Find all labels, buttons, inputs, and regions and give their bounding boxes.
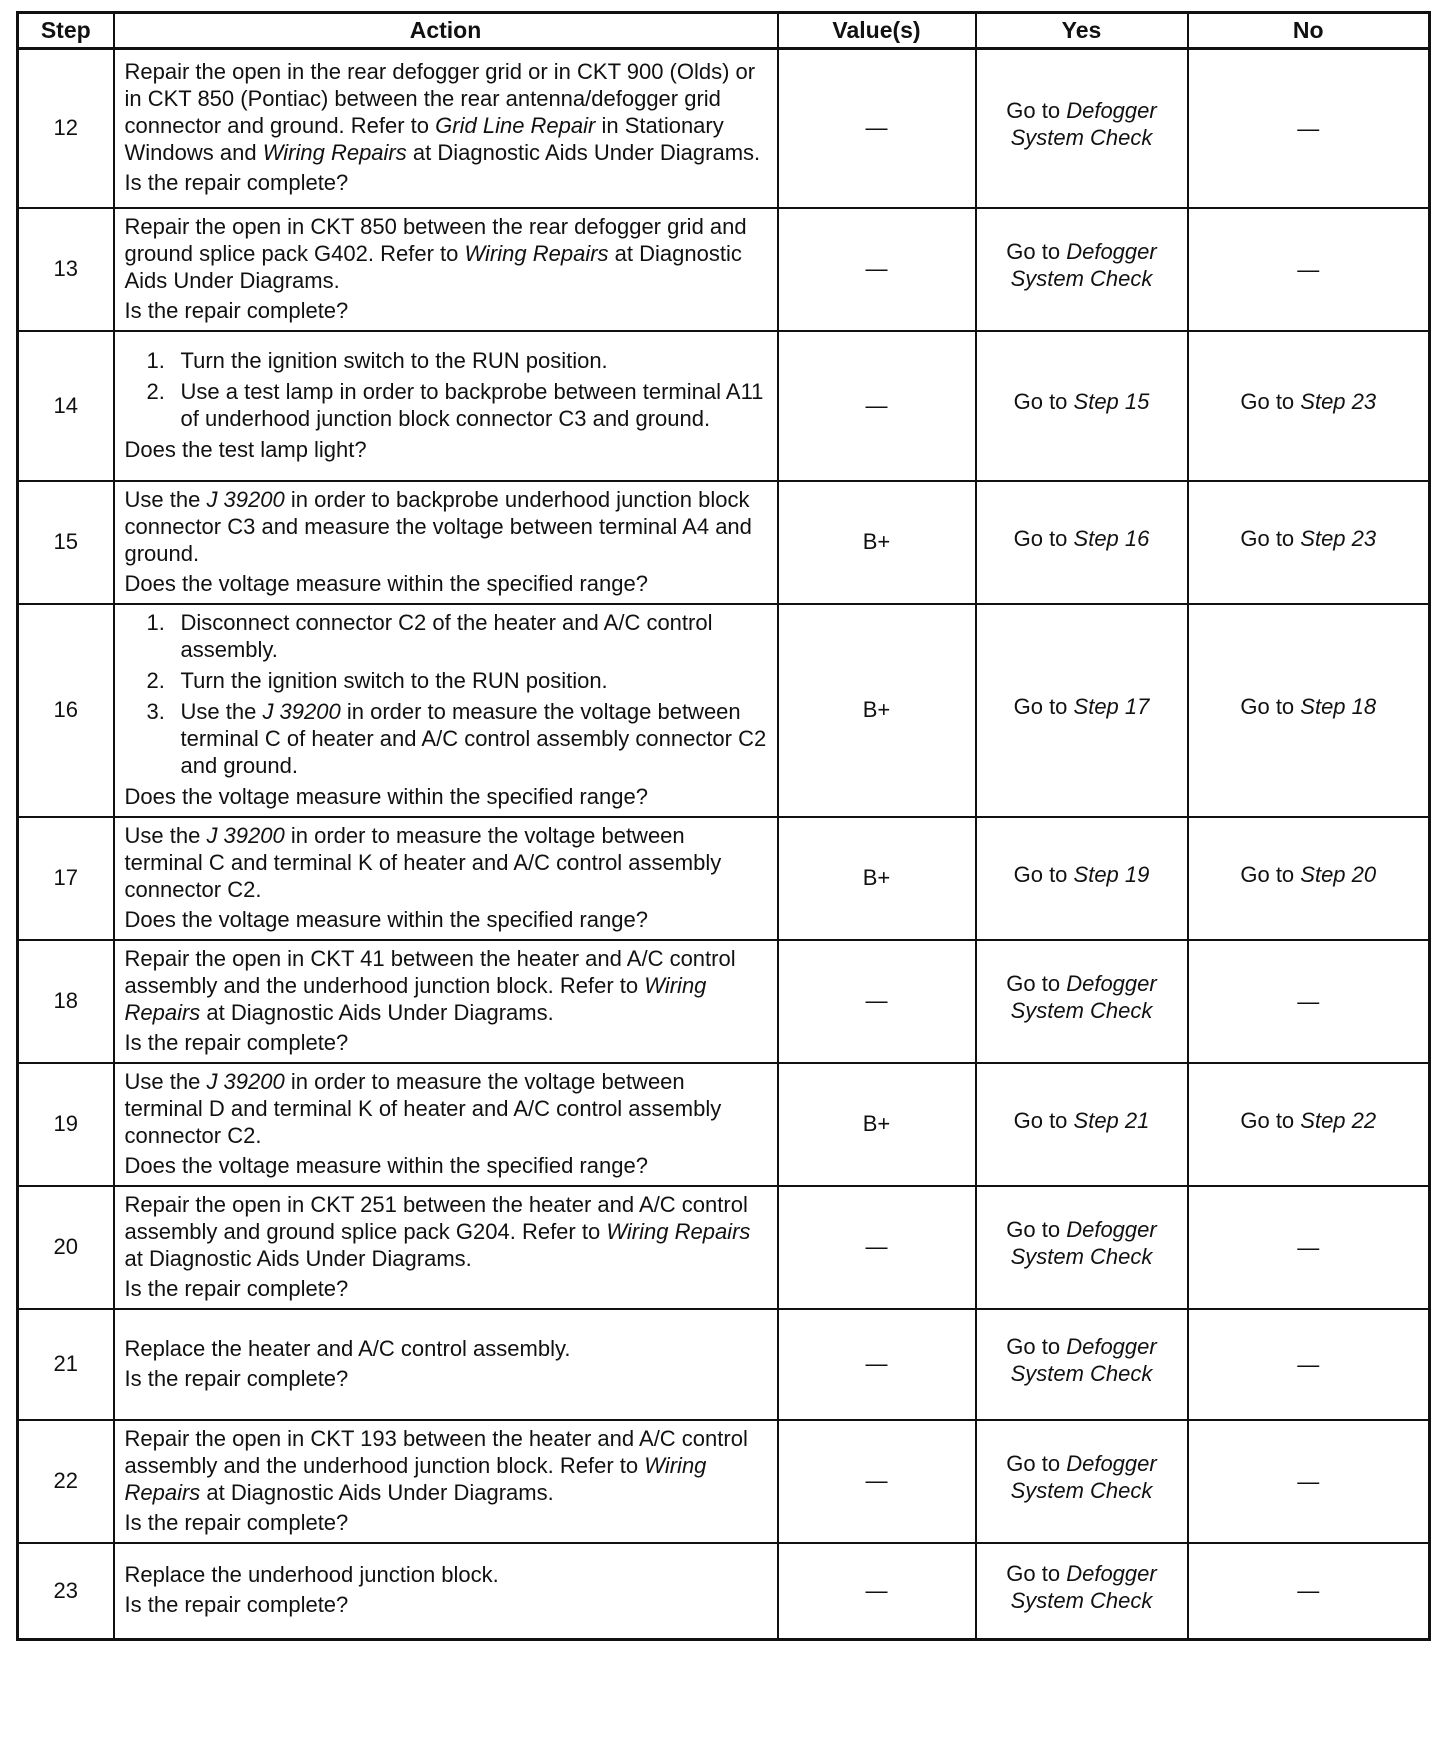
yes-cell (976, 817, 1188, 940)
goto-prefix: Go to (1006, 1560, 1067, 1586)
no-cell (1188, 481, 1430, 604)
reference-text: J 39200 (206, 486, 285, 512)
action-question: Is the repair complete? (124, 170, 349, 196)
step-number: 20 (18, 1186, 114, 1309)
yes-cell (976, 1186, 1188, 1309)
action-steps-list (125, 347, 767, 432)
action-cell (114, 1063, 778, 1186)
no-goto (1193, 861, 1425, 888)
goto-target: Step 20 (1300, 861, 1377, 887)
header-action: Action (114, 13, 778, 49)
yes-goto (981, 525, 1183, 552)
action-cell (114, 49, 778, 208)
action-text: in Stationary Windows and (124, 113, 724, 166)
goto-prefix: Go to (1013, 1107, 1074, 1133)
goto-prefix: Go to (1013, 525, 1074, 551)
action-text: Replace the underhood junction block. (124, 1562, 499, 1588)
action-step-item (125, 698, 767, 779)
action-text: in order to measure the voltage between terminal C of heater and A/C control assembly connector C2 and ground. (180, 698, 767, 778)
goto-target: Defogger System Check (1010, 1560, 1157, 1613)
action-text: Use the (124, 822, 207, 848)
action-question: Does the voltage measure within the specified range? (124, 906, 648, 932)
yes-goto (981, 1107, 1183, 1134)
yes-goto (981, 861, 1183, 888)
step-number: 17 (18, 817, 114, 940)
action-cell (114, 1186, 778, 1309)
goto-target: Defogger System Check (1010, 98, 1157, 151)
action-cell (114, 331, 778, 481)
action-paragraph (125, 1425, 767, 1506)
no-cell (1188, 331, 1430, 481)
no-cell (1188, 817, 1430, 940)
no-dash: — (1297, 1351, 1320, 1377)
yes-cell (976, 604, 1188, 817)
yes-cell (976, 49, 1188, 208)
action-text: at Diagnostic Aids Under Diagrams. (124, 240, 742, 293)
action-text: Repair the open in CKT 41 between the heater and A/C control assembly and the underhood junction block. Refer to (124, 945, 736, 998)
goto-prefix: Go to (1006, 1217, 1067, 1242)
action-text: Repair the open in CKT 850 between the rear defogger grid and ground splice pack G402. Refer to (124, 213, 747, 266)
no-goto (1193, 1107, 1425, 1134)
no-dash: — (1297, 1578, 1320, 1604)
table-row (18, 49, 1430, 208)
yes-cell (976, 481, 1188, 604)
yes-goto (981, 97, 1183, 151)
goto-prefix: Go to (1013, 861, 1074, 887)
action-question: Does the voltage measure within the specified range? (124, 1152, 648, 1178)
action-question: Is the repair complete? (124, 297, 349, 323)
step-number: 23 (18, 1543, 114, 1640)
goto-prefix: Go to (1006, 1334, 1067, 1359)
header-values: Value(s) (778, 13, 976, 49)
value-cell: — (778, 940, 976, 1063)
yes-goto (981, 693, 1183, 720)
no-dash: — (1297, 256, 1320, 282)
goto-prefix: Go to (1013, 389, 1074, 414)
goto-target: Step 19 (1073, 861, 1150, 887)
diagnostic-table-sheet (16, 11, 1428, 1641)
no-goto (1193, 693, 1425, 720)
goto-target: Step 16 (1073, 525, 1150, 551)
goto-prefix: Go to (1240, 1107, 1301, 1133)
step-number: 12 (18, 49, 114, 208)
action-paragraph (125, 1068, 767, 1149)
goto-target: Step 23 (1300, 525, 1377, 551)
table-row (18, 1063, 1430, 1186)
step-number: 16 (18, 604, 114, 817)
action-paragraph (125, 1561, 767, 1588)
table-row (18, 208, 1430, 331)
action-cell (114, 817, 778, 940)
step-number: 13 (18, 208, 114, 331)
yes-goto (981, 388, 1183, 415)
step-number: 19 (18, 1063, 114, 1186)
action-step-number: 1. (146, 347, 165, 373)
reference-text: Wiring Repairs (262, 140, 407, 166)
action-text: Turn the ignition switch to the RUN position. (180, 667, 608, 693)
table-row (18, 940, 1430, 1063)
value-cell: B+ (778, 481, 976, 604)
value-cell: — (778, 49, 976, 208)
goto-prefix: Go to (1240, 389, 1301, 414)
action-paragraph (125, 213, 767, 294)
action-step-item (125, 609, 767, 663)
action-question: Does the voltage measure within the specified range? (124, 570, 648, 596)
action-cell (114, 1309, 778, 1420)
no-dash: — (1297, 1468, 1320, 1494)
reference-text: Wiring Repairs (124, 1452, 707, 1505)
goto-prefix: Go to (1006, 1451, 1067, 1476)
reference-text: J 39200 (262, 698, 341, 724)
goto-prefix: Go to (1013, 693, 1074, 719)
header-row (18, 13, 1430, 49)
goto-target: Defogger System Check (1010, 1217, 1157, 1269)
no-goto (1193, 525, 1425, 552)
action-text: Use the (124, 1068, 207, 1094)
table-row (18, 331, 1430, 481)
action-step-item (125, 347, 767, 374)
value-cell: — (778, 1420, 976, 1543)
action-text: in order to measure the voltage between terminal D and terminal K of heater and A/C control assembly connector C2. (124, 1068, 722, 1148)
action-question: Is the repair complete? (124, 1275, 349, 1301)
step-number: 14 (18, 331, 114, 481)
action-text: Repair the open in CKT 193 between the heater and A/C control assembly and the underhood junction block. Refer to (124, 1425, 748, 1478)
yes-cell (976, 1543, 1188, 1640)
action-paragraph (125, 1191, 767, 1272)
table-body (18, 49, 1430, 1640)
value-cell: B+ (778, 1063, 976, 1186)
no-cell (1188, 1543, 1430, 1640)
reference-text: Wiring Repairs (464, 240, 609, 266)
yes-cell (976, 1309, 1188, 1420)
no-goto (1193, 388, 1425, 415)
goto-prefix: Go to (1006, 98, 1067, 124)
action-paragraph (125, 945, 767, 1026)
reference-text: J 39200 (206, 1068, 285, 1094)
header-step: Step (18, 13, 114, 49)
no-cell (1188, 1309, 1430, 1420)
diagnostic-table (16, 11, 1431, 1641)
goto-prefix: Go to (1006, 239, 1067, 264)
action-question: Does the voltage measure within the specified range? (124, 783, 648, 809)
step-number: 18 (18, 940, 114, 1063)
goto-target: Step 17 (1073, 693, 1150, 719)
action-step-item (125, 667, 767, 694)
action-cell (114, 1420, 778, 1543)
table-row (18, 481, 1430, 604)
table-row (18, 1309, 1430, 1420)
yes-cell (976, 331, 1188, 481)
header-yes: Yes (976, 13, 1188, 49)
action-text: Repair the open in the rear defogger grid or in CKT 900 (Olds) or in CKT 850 (Pontiac) between the rear antenna/defogger grid connector and ground. Refer to (124, 59, 756, 139)
table-row (18, 817, 1430, 940)
no-cell (1188, 208, 1430, 331)
yes-goto (981, 238, 1183, 292)
action-cell (114, 208, 778, 331)
action-question: Does the test lamp light? (124, 436, 367, 462)
yes-goto (981, 970, 1183, 1024)
action-question: Is the repair complete? (124, 1029, 349, 1055)
no-cell (1188, 49, 1430, 208)
action-paragraph (125, 1335, 767, 1362)
goto-target: Step 23 (1300, 389, 1377, 414)
action-steps-list (125, 609, 767, 779)
action-cell (114, 1543, 778, 1640)
goto-target: Defogger System Check (1010, 971, 1157, 1023)
step-number: 15 (18, 481, 114, 604)
action-cell (114, 604, 778, 817)
goto-target: Defogger System Check (1010, 1334, 1157, 1386)
table-row (18, 1543, 1430, 1640)
action-text: at Diagnostic Aids Under Diagrams. (124, 1245, 472, 1271)
action-step-number: 2. (146, 667, 165, 693)
action-cell (114, 481, 778, 604)
value-cell: — (778, 208, 976, 331)
no-dash: — (1297, 988, 1320, 1014)
value-cell: — (778, 1309, 976, 1420)
goto-prefix: Go to (1006, 971, 1067, 996)
goto-prefix: Go to (1240, 525, 1301, 551)
action-text: at Diagnostic Aids Under Diagrams. (200, 999, 554, 1025)
table-row (18, 1420, 1430, 1543)
reference-text: Wiring Repairs (606, 1218, 751, 1244)
action-text: Replace the heater and A/C control assembly. (124, 1335, 571, 1361)
action-text: Repair the open in CKT 251 between the heater and A/C control assembly and ground splice pack G204. Refer to (124, 1191, 748, 1244)
step-number: 22 (18, 1420, 114, 1543)
goto-prefix: Go to (1240, 861, 1301, 887)
value-cell: — (778, 1543, 976, 1640)
action-step-number: 2. (146, 378, 165, 404)
no-cell (1188, 1420, 1430, 1543)
value-cell: B+ (778, 604, 976, 817)
value-cell: — (778, 1186, 976, 1309)
goto-target: Step 15 (1073, 389, 1150, 414)
yes-cell (976, 1420, 1188, 1543)
value-cell: — (778, 331, 976, 481)
goto-target: Step 18 (1300, 693, 1377, 719)
action-paragraph (125, 486, 767, 567)
action-text: in order to backprobe underhood junction block connector C3 and measure the voltage between terminal A4 and ground. (124, 486, 752, 566)
action-question: Is the repair complete? (124, 1509, 349, 1535)
yes-cell (976, 208, 1188, 331)
goto-target: Step 21 (1073, 1107, 1150, 1133)
value-cell: B+ (778, 817, 976, 940)
goto-prefix: Go to (1240, 693, 1301, 719)
table-row (18, 604, 1430, 817)
action-question: Is the repair complete? (124, 1365, 349, 1391)
yes-goto (981, 1216, 1183, 1270)
action-paragraph (125, 822, 767, 903)
yes-cell (976, 1063, 1188, 1186)
yes-cell (976, 940, 1188, 1063)
goto-target: Defogger System Check (1010, 1451, 1157, 1503)
action-text: Turn the ignition switch to the RUN position. (180, 347, 608, 373)
reference-text: Wiring Repairs (124, 972, 707, 1025)
reference-text: Grid Line Repair (435, 113, 596, 139)
action-text: Use the (124, 486, 207, 512)
action-text: Use a test lamp in order to backprobe between terminal A11 of underhood junction block connector C3 and ground. (180, 378, 764, 431)
action-step-number: 3. (146, 698, 165, 724)
action-step-item (125, 378, 767, 432)
action-text: Disconnect connector C2 of the heater and A/C control assembly. (180, 609, 713, 662)
action-step-number: 1. (146, 609, 165, 635)
no-cell (1188, 1186, 1430, 1309)
no-dash: — (1297, 1234, 1320, 1260)
goto-target: Step 22 (1300, 1107, 1377, 1133)
no-cell (1188, 940, 1430, 1063)
header-no: No (1188, 13, 1430, 49)
yes-goto (981, 1450, 1183, 1504)
action-text: at Diagnostic Aids Under Diagrams. (200, 1479, 554, 1505)
step-number: 21 (18, 1309, 114, 1420)
no-dash: — (1297, 115, 1320, 141)
no-cell (1188, 604, 1430, 817)
table-row (18, 1186, 1430, 1309)
action-text: Use the (180, 698, 263, 724)
action-cell (114, 940, 778, 1063)
yes-goto (981, 1333, 1183, 1387)
no-cell (1188, 1063, 1430, 1186)
action-text: at Diagnostic Aids Under Diagrams. (406, 140, 761, 166)
action-text: in order to measure the voltage between terminal C and terminal K of heater and A/C control assembly connector C2. (124, 822, 722, 902)
goto-target: Defogger System Check (1010, 239, 1157, 291)
action-paragraph (125, 58, 767, 166)
reference-text: J 39200 (206, 822, 285, 848)
action-question: Is the repair complete? (124, 1592, 349, 1618)
yes-goto (981, 1560, 1183, 1614)
